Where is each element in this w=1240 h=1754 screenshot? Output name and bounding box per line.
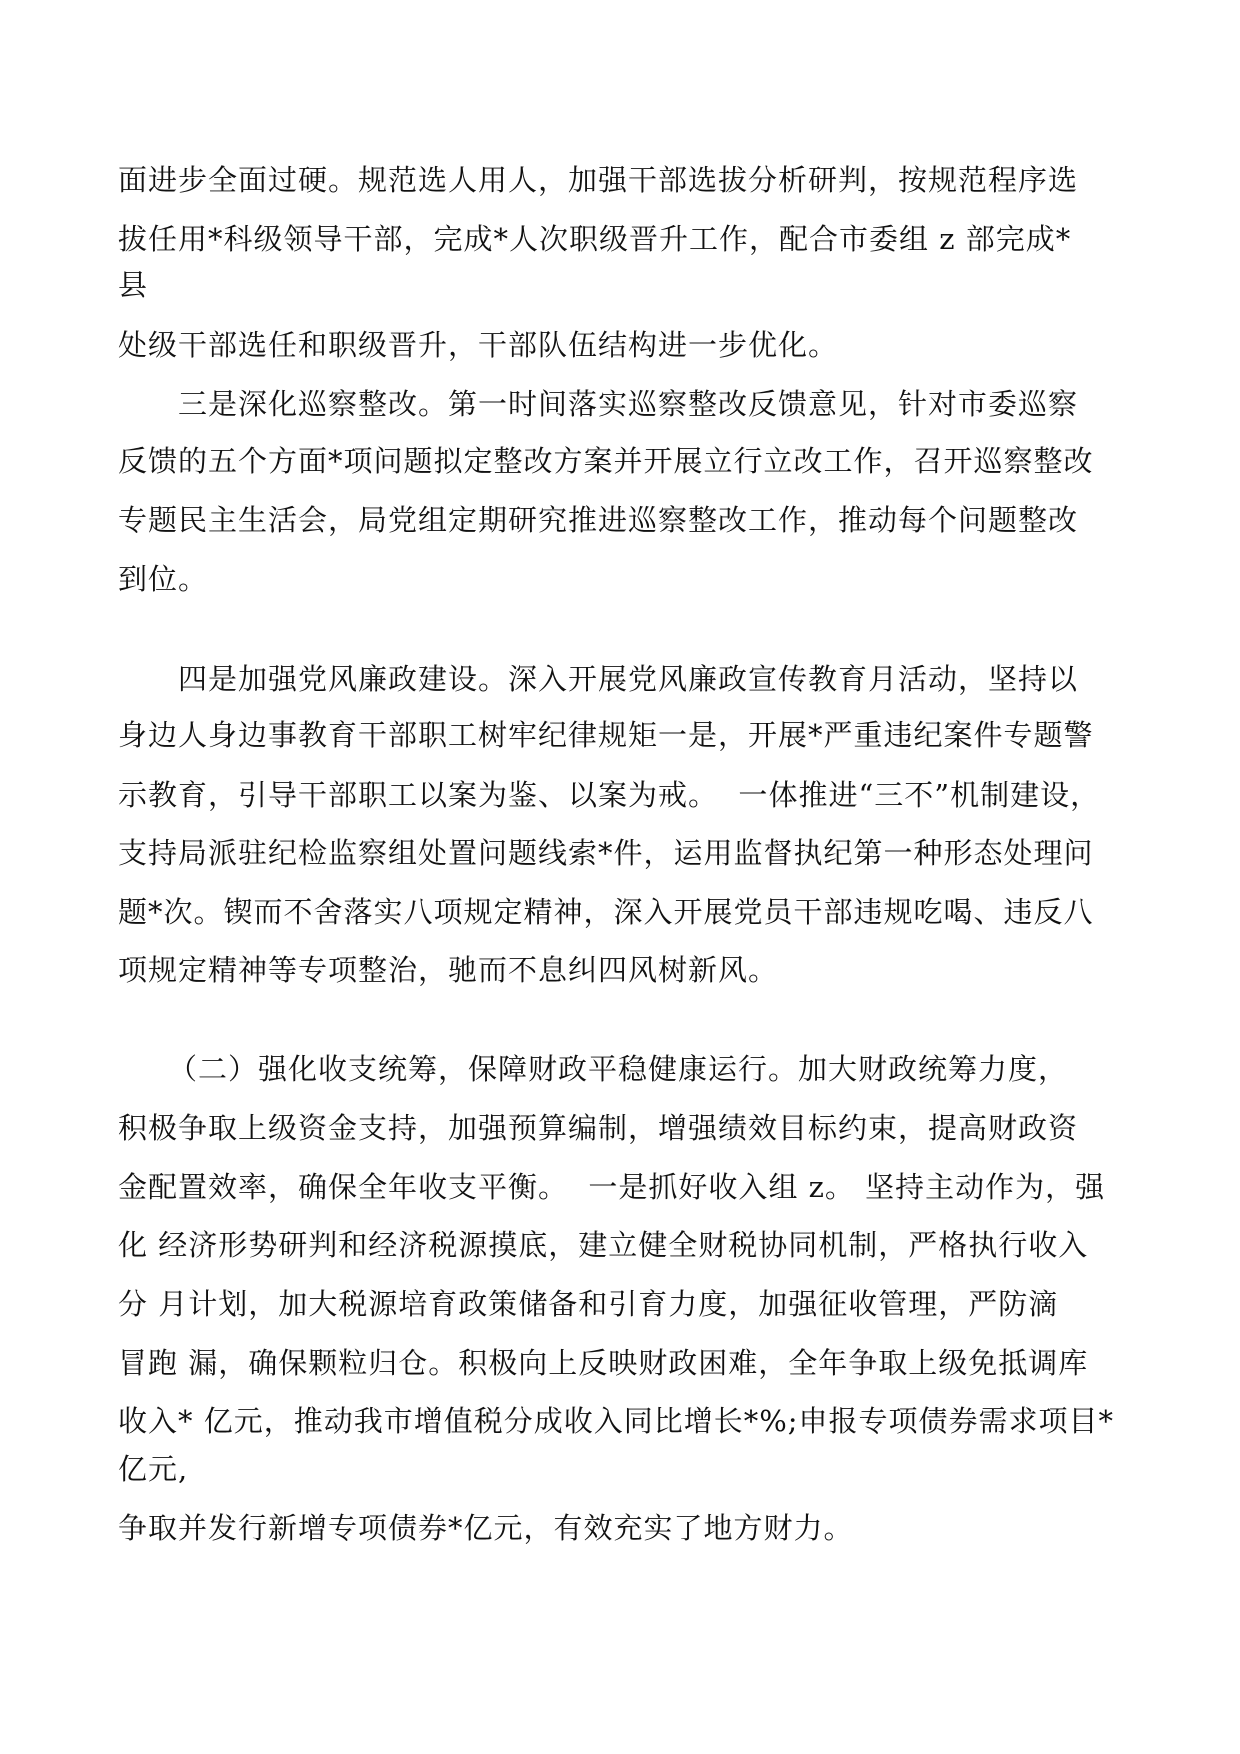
- text-line: 县: [118, 268, 149, 302]
- text-line: 四是加强党风廉政建设。深入开展党风廉政宣传教育月活动，坚持以: [178, 662, 1079, 696]
- text-line: 反馈的五个方面*项问题拟定整改方案并开展立行立改工作，召开巡察整改: [118, 444, 1094, 478]
- text-line: 到位。: [118, 562, 209, 596]
- text-line: 冒跑 漏，确保颗粒归仓。积极向上反映财政困难，全年争取上级免抵调库: [118, 1346, 1089, 1380]
- text-line: 拔任用*科级领导干部，完成*人次职级晋升工作，配合市委组 z 部完成*: [118, 222, 1072, 256]
- text-line: 面进步全面过硬。规范选人用人，加强干部选拔分析研判，按规范程序选: [118, 163, 1079, 197]
- text-line: 项规定精神等专项整治，驰而不息纠四风树新风。: [118, 953, 779, 987]
- text-line: 分 月计划，加大税源培育政策储备和引育力度，加强征收管理，严防滴: [118, 1287, 1059, 1321]
- text-line: 积极争取上级资金支持，加强预算编制，增强绩效目标约束，提高财政资: [118, 1111, 1079, 1145]
- text-line: 收入* 亿元，推动我市增值税分成收入同比增长*%;申报专项债券需求项目*: [118, 1404, 1115, 1438]
- text-line: 支持局派驻纪检监察组处置问题线索*件，运用监督执纪第一种形态处理问: [118, 836, 1094, 870]
- text-line: 化 经济形势研判和经济税源摸底，建立健全财税协同机制，严格执行收入: [118, 1228, 1089, 1262]
- text-line: 三是深化巡察整改。第一时间落实巡察整改反馈意见，针对市委巡察: [178, 387, 1079, 421]
- text-line: 身边人身边事教育干部职工树牢纪律规矩一是，开展*严重违纪案件专题警: [118, 718, 1094, 752]
- text-line: 金配置效率，确保全年收支平衡。 一是抓好收入组 z。 坚持主动作为，强: [118, 1170, 1106, 1204]
- text-line: 示教育，引导干部职工以案为鉴、以案为戒。 一体推进“三不”机制建设，: [118, 778, 1101, 812]
- text-line: 专题民主生活会，局党组定期研究推进巡察整改工作，推动每个问题整改: [118, 503, 1079, 537]
- text-line: 亿元,: [118, 1452, 189, 1486]
- text-line: （二）强化收支统筹，保障财政平稳健康运行。加大财政统筹力度，: [168, 1052, 1069, 1086]
- text-line: 争取并发行新增专项债券*亿元，有效充实了地方财力。: [118, 1511, 854, 1545]
- text-line: 题*次。锲而不舍落实八项规定精神，深入开展党员干部违规吃喝、违反八: [118, 895, 1094, 929]
- text-line: 处级干部选任和职级晋升，干部队伍结构进一步优化。: [118, 328, 839, 362]
